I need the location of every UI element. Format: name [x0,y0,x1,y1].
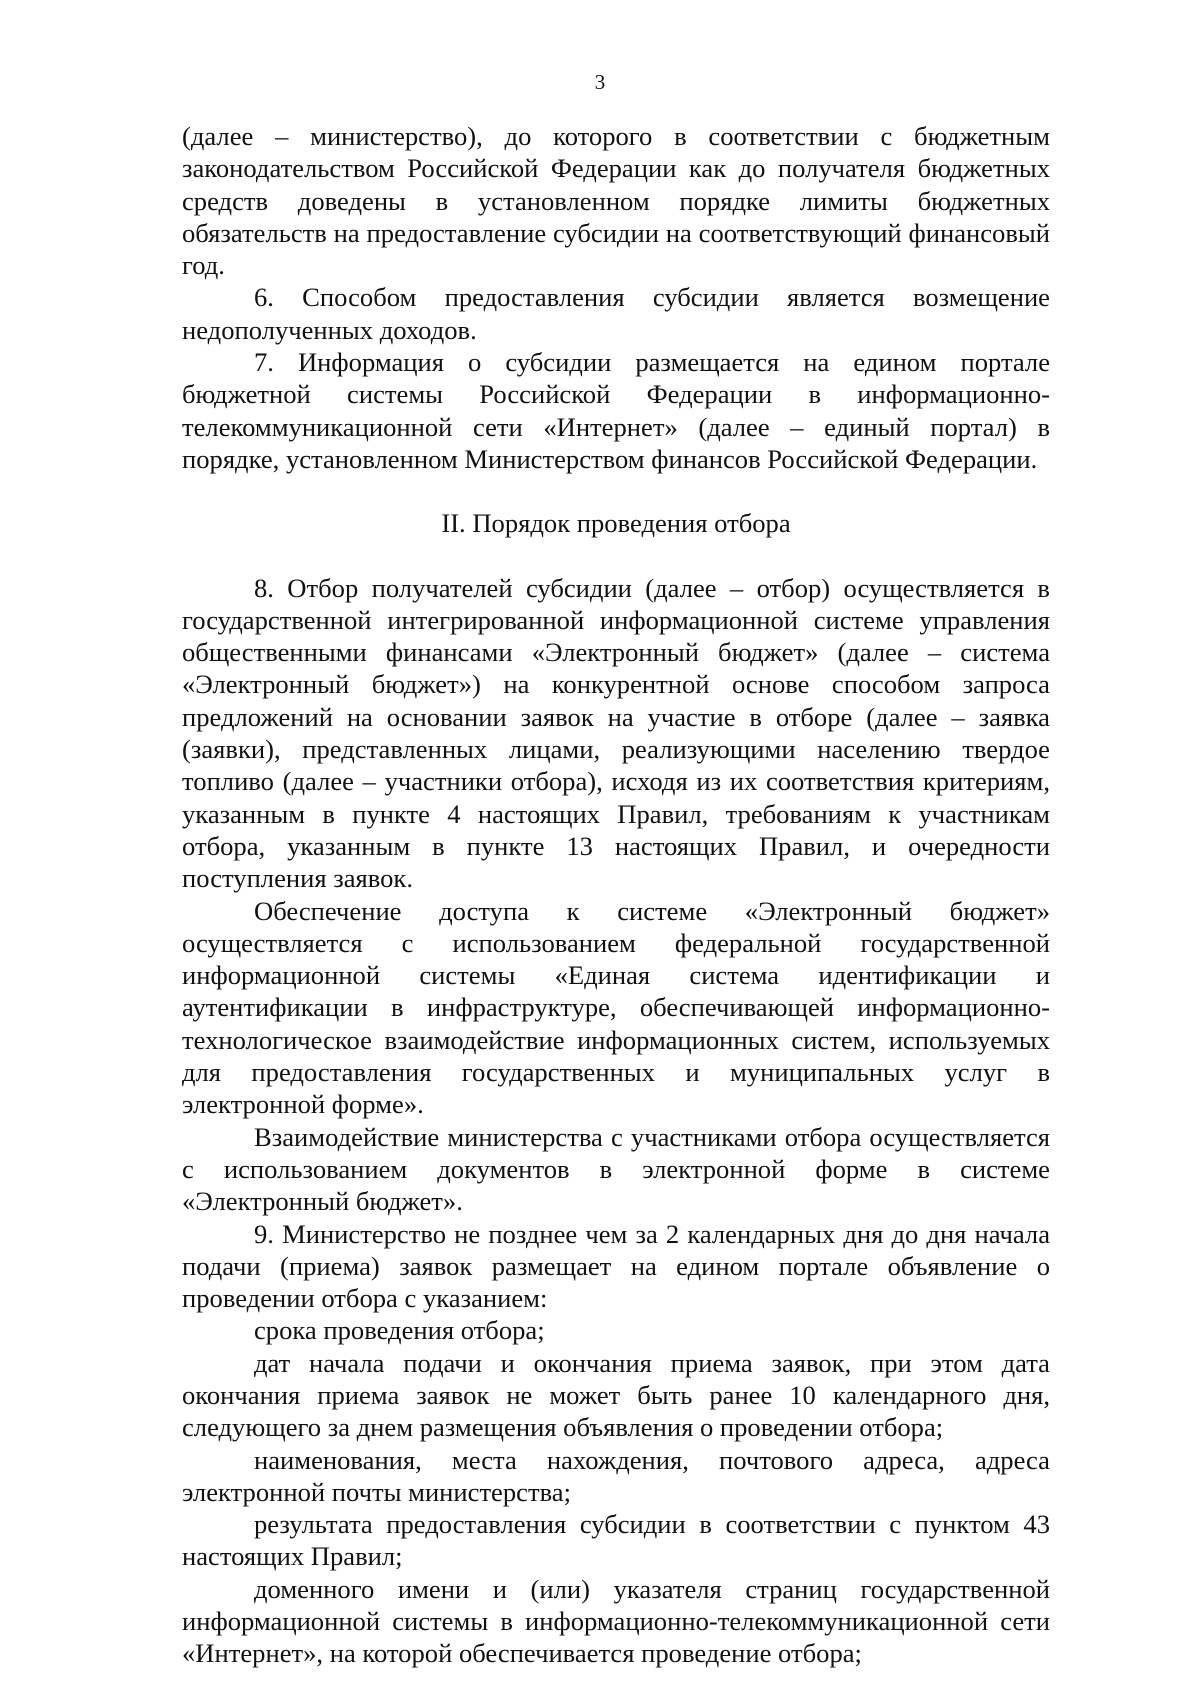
paragraph-access: Обеспечение доступа к системе «Электронный бюджет» осуществляется с использованием федеральной государственной информационной системы «Единая система идентификации и аутентификации в инфраструктуре, обеспечивающей информационно-технологическое взаимодействие информационных систем, используемых для предоставления государственных и муниципальных услуг в электронной форме». [182,895,1050,1120]
paragraph-9: 9. Министерство не позднее чем за 2 календарных дня до дня начала подачи (приема) заявок размещает на едином портале объявление о проведении отбора с указанием: [182,1218,1050,1314]
section-heading: II. Порядок проведения отбора [441,508,791,539]
page-number: 3 [594,70,606,94]
paragraph-7: 7. Информация о субсидии размещается на едином портале бюджетной системы Российской Федерации в информационно-телекоммуникационной сети «Интернет» (далее – единый портал) в порядке, установленном Министерством финансов Российской Федерации. [182,347,1050,474]
paragraph-6: 6. Способом предоставления субсидии является возмещение недополученных доходов. [182,282,1050,345]
list-item-name-address: наименования, места нахождения, почтового адреса, адреса электронной почты министерства; [182,1444,1050,1507]
paragraph-continuation: (далее – министерство), до которого в соответствии с бюджетным законодательством Российской Федерации как до получателя бюджетных средств доведены в установленном порядке лимиты бюджетных обязательств на предоставление субсидии на соответствующий финансовый год. [182,121,1050,281]
list-item-result: результата предоставления субсидии в соответствии с пунктом 43 настоящих Правил; [182,1509,1050,1572]
paragraph-interaction: Взаимодействие министерства с участниками отбора осуществляется с использованием документов в электронной форме в системе «Электронный бюджет». [182,1121,1050,1217]
list-item-term: срока проведения отбора; [254,1315,545,1346]
paragraph-8: 8. Отбор получателей субсидии (далее – отбор) осуществляется в государственной интегрированной информационной системе управления общественными финансами «Электронный бюджет» (далее – система «Электронный бюджет») на конкурентной основе способом запроса предложений на основании заявок на участие в отборе (далее – заявка (заявки), представленных лицами, реализующими населению твердое топливо (далее – участники отбора), исходя из их соответствия критериям, указанным в пункте 4 настоящих Правил, требованиям к участникам отбора, указанным в пункте 13 настоящих Правил, и очередности поступления заявок. [182,572,1050,894]
list-item-domain: доменного имени и (или) указателя страниц государственной информационной системы в информационно-телекоммуникационной сети «Интернет», на которой обеспечивается проведение отбора; [182,1573,1050,1669]
list-item-dates: дат начала подачи и окончания приема заявок, при этом дата окончания приема заявок не может быть ранее 10 календарного дня, следующего за днем размещения объявления о проведении отбора; [182,1347,1050,1443]
document-body [182,120,1050,1670]
